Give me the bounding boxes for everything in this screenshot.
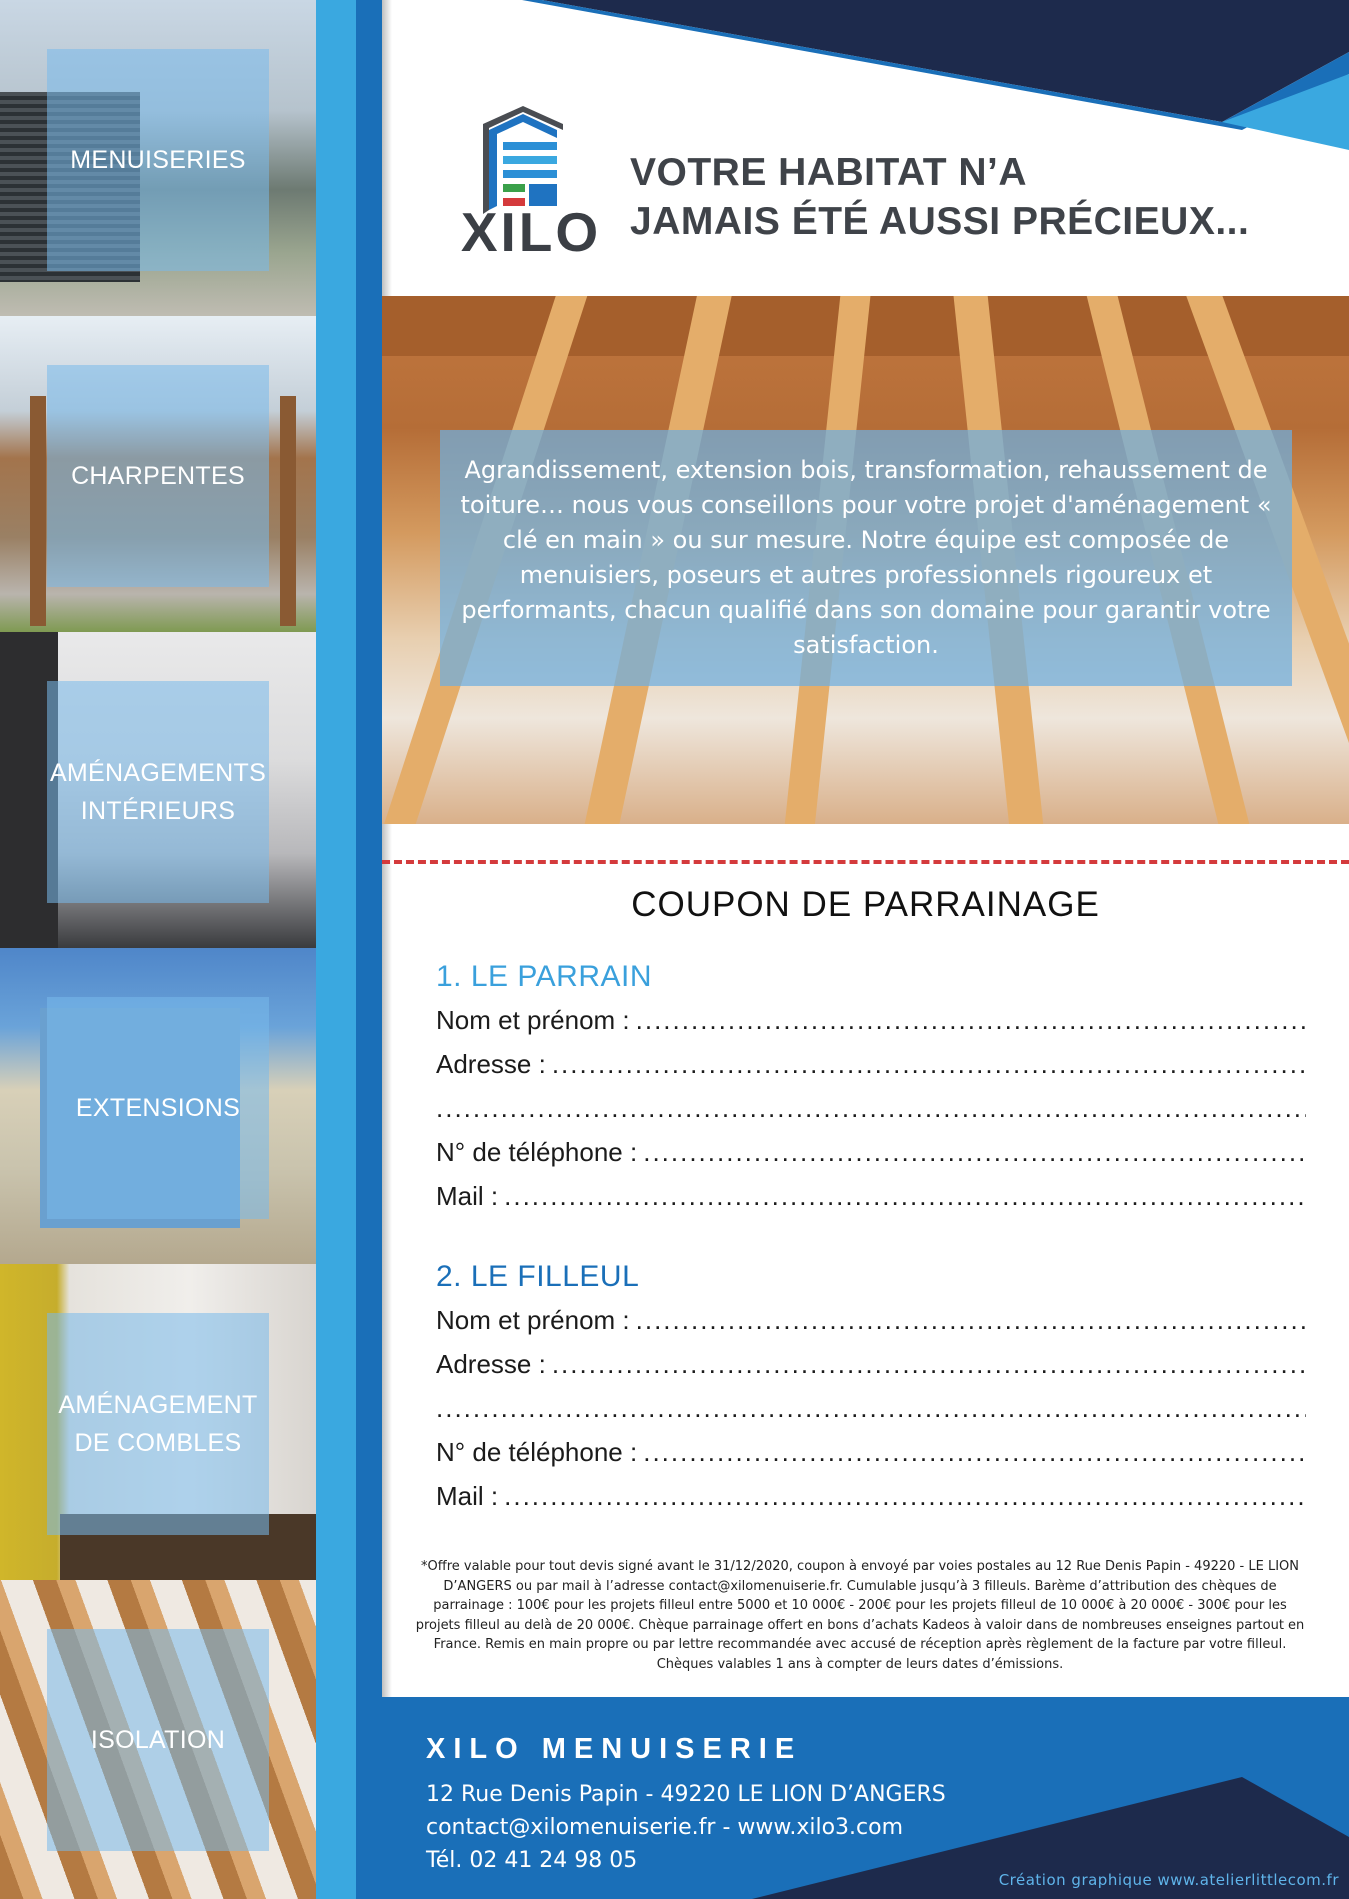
parrain-mail-field[interactable]: Mail : .....: [436, 1181, 1306, 1217]
accent-stripe-dark: [356, 0, 382, 1899]
category-overlay: [47, 1629, 269, 1851]
terms-fineprint: *Offre valable pour tout devis signé avant le 31/12/2020, coupon à envoyé par voies postales au 12 Rue Denis Papin - 49220 - LE LION D’ANGERS ou par mail à l’adresse contact@xilomenuiserie.fr. Cumulable jusqu’à 3 filleuls. Barème d’attribution des chèques de parrainage : 100€ pour les projets filleul entre 5000 et 10 000€ - 200€ pour les projets filleul de 10 000€ à 20 000€ - 300€ pour les projets filleul au delà de 20 000€. Chèque parrainage offert en bons d’achats Kadeos à valoir dans de nombreuses enseignes partout en France. Remis en main propre ou par lettre recommandée avec accusé de réception après règlement de la facture par votre filleul. Chèques valables 1 ans à compter de leurs dates d’émissions.: [415, 1559, 1305, 1672]
category-overlay: [47, 681, 269, 903]
headline: [630, 148, 1320, 246]
category-overlay: [47, 49, 269, 271]
section-title-parrain: 1. LE PARRAIN: [436, 960, 653, 993]
category-label: EXTENSIONS: [75, 1094, 241, 1122]
coupon-title: COUPON DE PARRAINAGE: [631, 885, 1100, 924]
category-tile-amenagement-combles: [0, 1264, 316, 1580]
design-credit: Création graphique www.atelierlittlecom.fr: [998, 1871, 1339, 1889]
category-tile-menuiseries: [0, 0, 316, 316]
category-tile-amenagements-interieurs: [0, 632, 316, 948]
category-label: AMÉNAGEMENTS INTÉRIEURS: [49, 759, 267, 825]
headline-line-2: JAMAIS ÉTÉ AUSSI PRÉCIEUX...: [630, 200, 1250, 243]
filleul-name-field[interactable]: Nom et prénom : .....: [436, 1305, 1306, 1341]
footer: [382, 1697, 1349, 1899]
company-address: 12 Rue Denis Papin - 49220 LE LION D’ANGERS: [426, 1782, 946, 1807]
category-overlay: [47, 1313, 269, 1535]
section-title-filleul: 2. LE FILLEUL: [436, 1260, 640, 1293]
header: [382, 0, 1349, 296]
company-contact[interactable]: contact@xilomenuiserie.fr - www.xilo3.com: [426, 1815, 904, 1840]
category-label: CHARPENTES: [71, 462, 245, 490]
filleul-phone-field[interactable]: N° de téléphone : .....: [436, 1437, 1306, 1473]
parrain-address-line-2-field[interactable]: [436, 1093, 1306, 1129]
headline-line-1: VOTRE HABITAT N’A: [630, 151, 1028, 194]
category-tile-extensions: [0, 948, 316, 1264]
filleul-address-field[interactable]: Adresse : .....: [436, 1349, 1306, 1385]
logo-wordmark: XILO: [460, 201, 602, 263]
category-tile-charpentes: [0, 316, 316, 632]
attic-photo: [382, 296, 1349, 824]
category-column: [0, 0, 316, 1899]
accent-stripe-light: [316, 0, 356, 1899]
intro-text: Agrandissement, extension bois, transformation, rehaussement de toiture… nous vous conseillons pour votre projet d'aménagement « clé en main » ou sur mesure. Notre équipe est composée de menuisiers, poseurs et autres professionnels rigoureux et performants, chacun qualifié dans son domaine pour garantir votre satisfaction.: [460, 456, 1272, 659]
intro-box: [440, 430, 1292, 686]
category-tile-isolation: [0, 1580, 316, 1899]
category-label: ISOLATION: [90, 1726, 226, 1754]
category-label: MENUISERIES: [70, 146, 246, 174]
company-phone: Tél. 02 41 24 98 05: [426, 1848, 638, 1873]
parrain-phone-field[interactable]: N° de téléphone : .....: [436, 1137, 1306, 1173]
parrain-name-field[interactable]: Nom et prénom : .....: [436, 1005, 1306, 1041]
category-overlay: [47, 365, 269, 587]
category-label: AMÉNAGEMENT DE COMBLES: [58, 1391, 258, 1457]
filleul-mail-field[interactable]: Mail : .....: [436, 1481, 1306, 1517]
company-name: XILO MENUISERIE: [426, 1733, 803, 1765]
filleul-address-line-2-field[interactable]: [436, 1393, 1306, 1429]
category-overlay: [47, 997, 269, 1219]
parrain-address-field[interactable]: Adresse : .....: [436, 1049, 1306, 1085]
cut-line: [382, 860, 1349, 864]
